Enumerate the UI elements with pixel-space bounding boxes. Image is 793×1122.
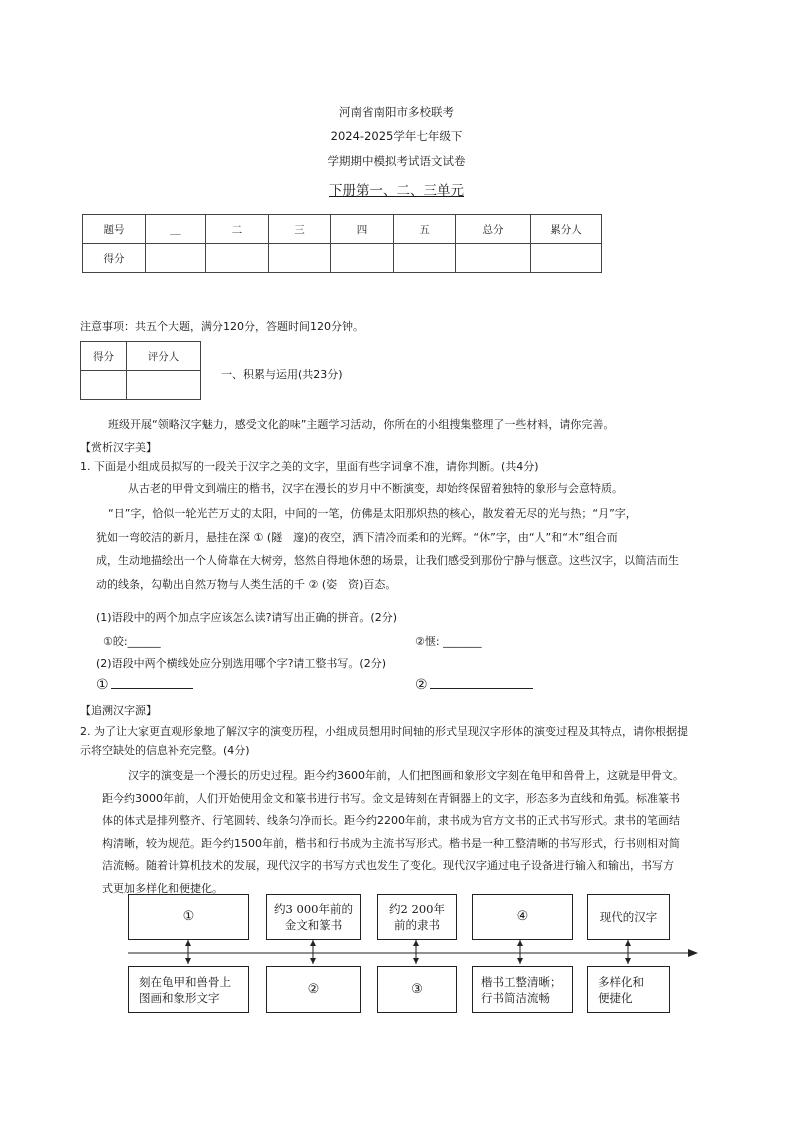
question1-paragraph1: 从古老的甲骨文到端庄的楷书，汉字在漫长的岁月中不断演变，却始终保留着独特的象形与会意特质。 [128,482,623,495]
part2-label: 【追溯汉字源】 [80,704,157,717]
exam-scope-title: 下册第一、二、三单元 [329,183,464,199]
score-table-header-row [83,215,602,244]
grader-table-cell: 得分 [81,342,127,371]
score-entry-cell[interactable] [206,244,269,273]
score-table-cell: 四 [331,215,394,244]
score-entry-cell[interactable] [146,244,206,273]
timeline-bottom-box-4: 楷书工整清晰； 行书简洁流畅 [472,966,573,1013]
exam-name-title: 学期期中模拟考试语文试卷 [327,154,466,168]
grader-entry-cell[interactable] [81,371,127,400]
section1-title: 一、积累与运用(共23分) [221,368,343,381]
notice-text: 注意事项：共五个大题，满分120分，答题时间120分钟。 [80,320,364,333]
score-table-score-row [83,244,602,273]
score-table-cell: ＿ [146,215,206,244]
timeline-bottom-box-3: ③ [377,966,457,1013]
question1-sub1: (1)语段中的两个加点字应该怎么读?请写出正确的拼音。(2分) [96,611,397,624]
question1-paragraph2 [96,502,736,596]
connector-arrowheads [185,940,631,964]
exam-region-title: 河南省南阳市多校联考 [339,105,454,119]
sub1-answer-a[interactable]: ①皎:______ [103,635,161,648]
timeline-top-box-1: ① [128,894,249,940]
timeline-arrowhead [688,949,698,957]
score-table-cell: 得分 [83,244,146,273]
sub2-answer-a[interactable]: ① [96,676,193,693]
grader-entry-cell[interactable] [127,371,201,400]
part1-label: 【赏析汉字美】 [80,441,157,454]
question2-paragraph: 汉字的演变是一个漫长的历史过程。距今约3600年前，人们把图画和象形文字刻在龟甲和兽骨上，这就是甲骨文。 距今约3000年前，人们开始使用金文和篆书进行书写。金文是铸刻在青铜器上的文字，形态多为直线和角弧。标准篆书 体的体式是排列整齐、行笔圆转、线条匀净而长。距今约2200年前，隶书成为官方文书的正式书写形式。隶书的笔画结 构清晰，较为规范。距今约1500年前，楷书和行书成为主流书写形式。楷书是一种工整清晰的书写形式，行书则相对简 洁流畅。随着计算机技术的发展，现代汉字的书写方式也发生了变化。现代汉字通过电子设备进行输入和输出，书写方 式更加多样化和便捷化。 [102,769,684,895]
timeline-top-box-4: ④ [472,894,573,940]
score-entry-cell[interactable] [531,244,602,273]
timeline-top-box-3: 约2 200年 前的隶书 [377,894,457,940]
grader-table-cell: 评分人 [127,342,201,371]
timeline-bottom-box-2: ② [266,966,361,1013]
sub1-answer-b[interactable]: ②惬: _______ [415,635,482,648]
question1-sub2: (2)语段中两个横线处应分别选用哪个字?请工整书写。(2分) [96,657,386,670]
score-table [82,214,602,273]
score-entry-cell[interactable] [269,244,331,273]
score-table-cell: 五 [394,215,456,244]
question1-prompt: 1. 下面是小组成员拟写的一段关于汉字之美的文字，里面有些字词拿不准，请你判断。(共4分) [80,460,539,473]
paragraph-line: 犹如一弯皎洁的新月，悬挂在深 ① (隧 邃)的夜空，洒下清冷而柔和的光辉。“休”字，由“人”和“木”组合而 [96,530,618,544]
score-entry-cell[interactable] [456,244,531,273]
exam-year-title: 2024-2025学年七年级下 [330,129,463,143]
timeline-top-box-5: 现代的汉字 [587,894,670,940]
grader-table [80,341,201,400]
timeline-bottom-box-1: 刻在龟甲和兽骨上 图画和象形文字 [128,966,249,1013]
paragraph-line: 成，生动地描绘出一个人倚靠在大树旁，悠然自得地休憩的场景，让我们感受到那份宁静与惬意。这些汉字，以简洁而生 [96,554,679,567]
timeline-bottom-box-5: 多样化和 便捷化 [587,966,670,1013]
activity-intro: 班级开展“领略汉字魅力，感受文化韵味”主题学习活动，你所在的小组搜集整理了一些材料，请你完善。 [108,418,615,431]
question2-prompt: 2. 为了让大家更直观形象地了解汉字的演变历程，小组成员想用时间轴的形式呈现汉字形体的演变过程及其特点，请你根据提 示将空缺处的信息补充完整。(4分) [80,725,688,757]
score-entry-cell[interactable] [331,244,394,273]
score-table-cell: 累分人 [531,215,602,244]
score-table-cell: 总分 [456,215,531,244]
timeline-top-box-2: 约3 000年前的 金文和篆书 [266,894,361,940]
score-entry-cell[interactable] [394,244,456,273]
paragraph-line: 动的线条，勾勒出自然万物与人类生活的千 ② (姿 资)百态。 [96,577,397,591]
score-table-cell: 三 [269,215,331,244]
evolution-timeline-diagram [120,888,705,1018]
score-table-cell: 题号 [83,215,146,244]
connector-lines [188,940,628,964]
paragraph-line: “日”字，恰似一轮光芒万丈的太阳，中间的一笔，仿佛是太阳那炽热的核心，散发着无尽的光与热；“月”字， [108,507,637,520]
sub2-answer-b[interactable]: ② [415,676,533,693]
score-table-cell: 二 [206,215,269,244]
